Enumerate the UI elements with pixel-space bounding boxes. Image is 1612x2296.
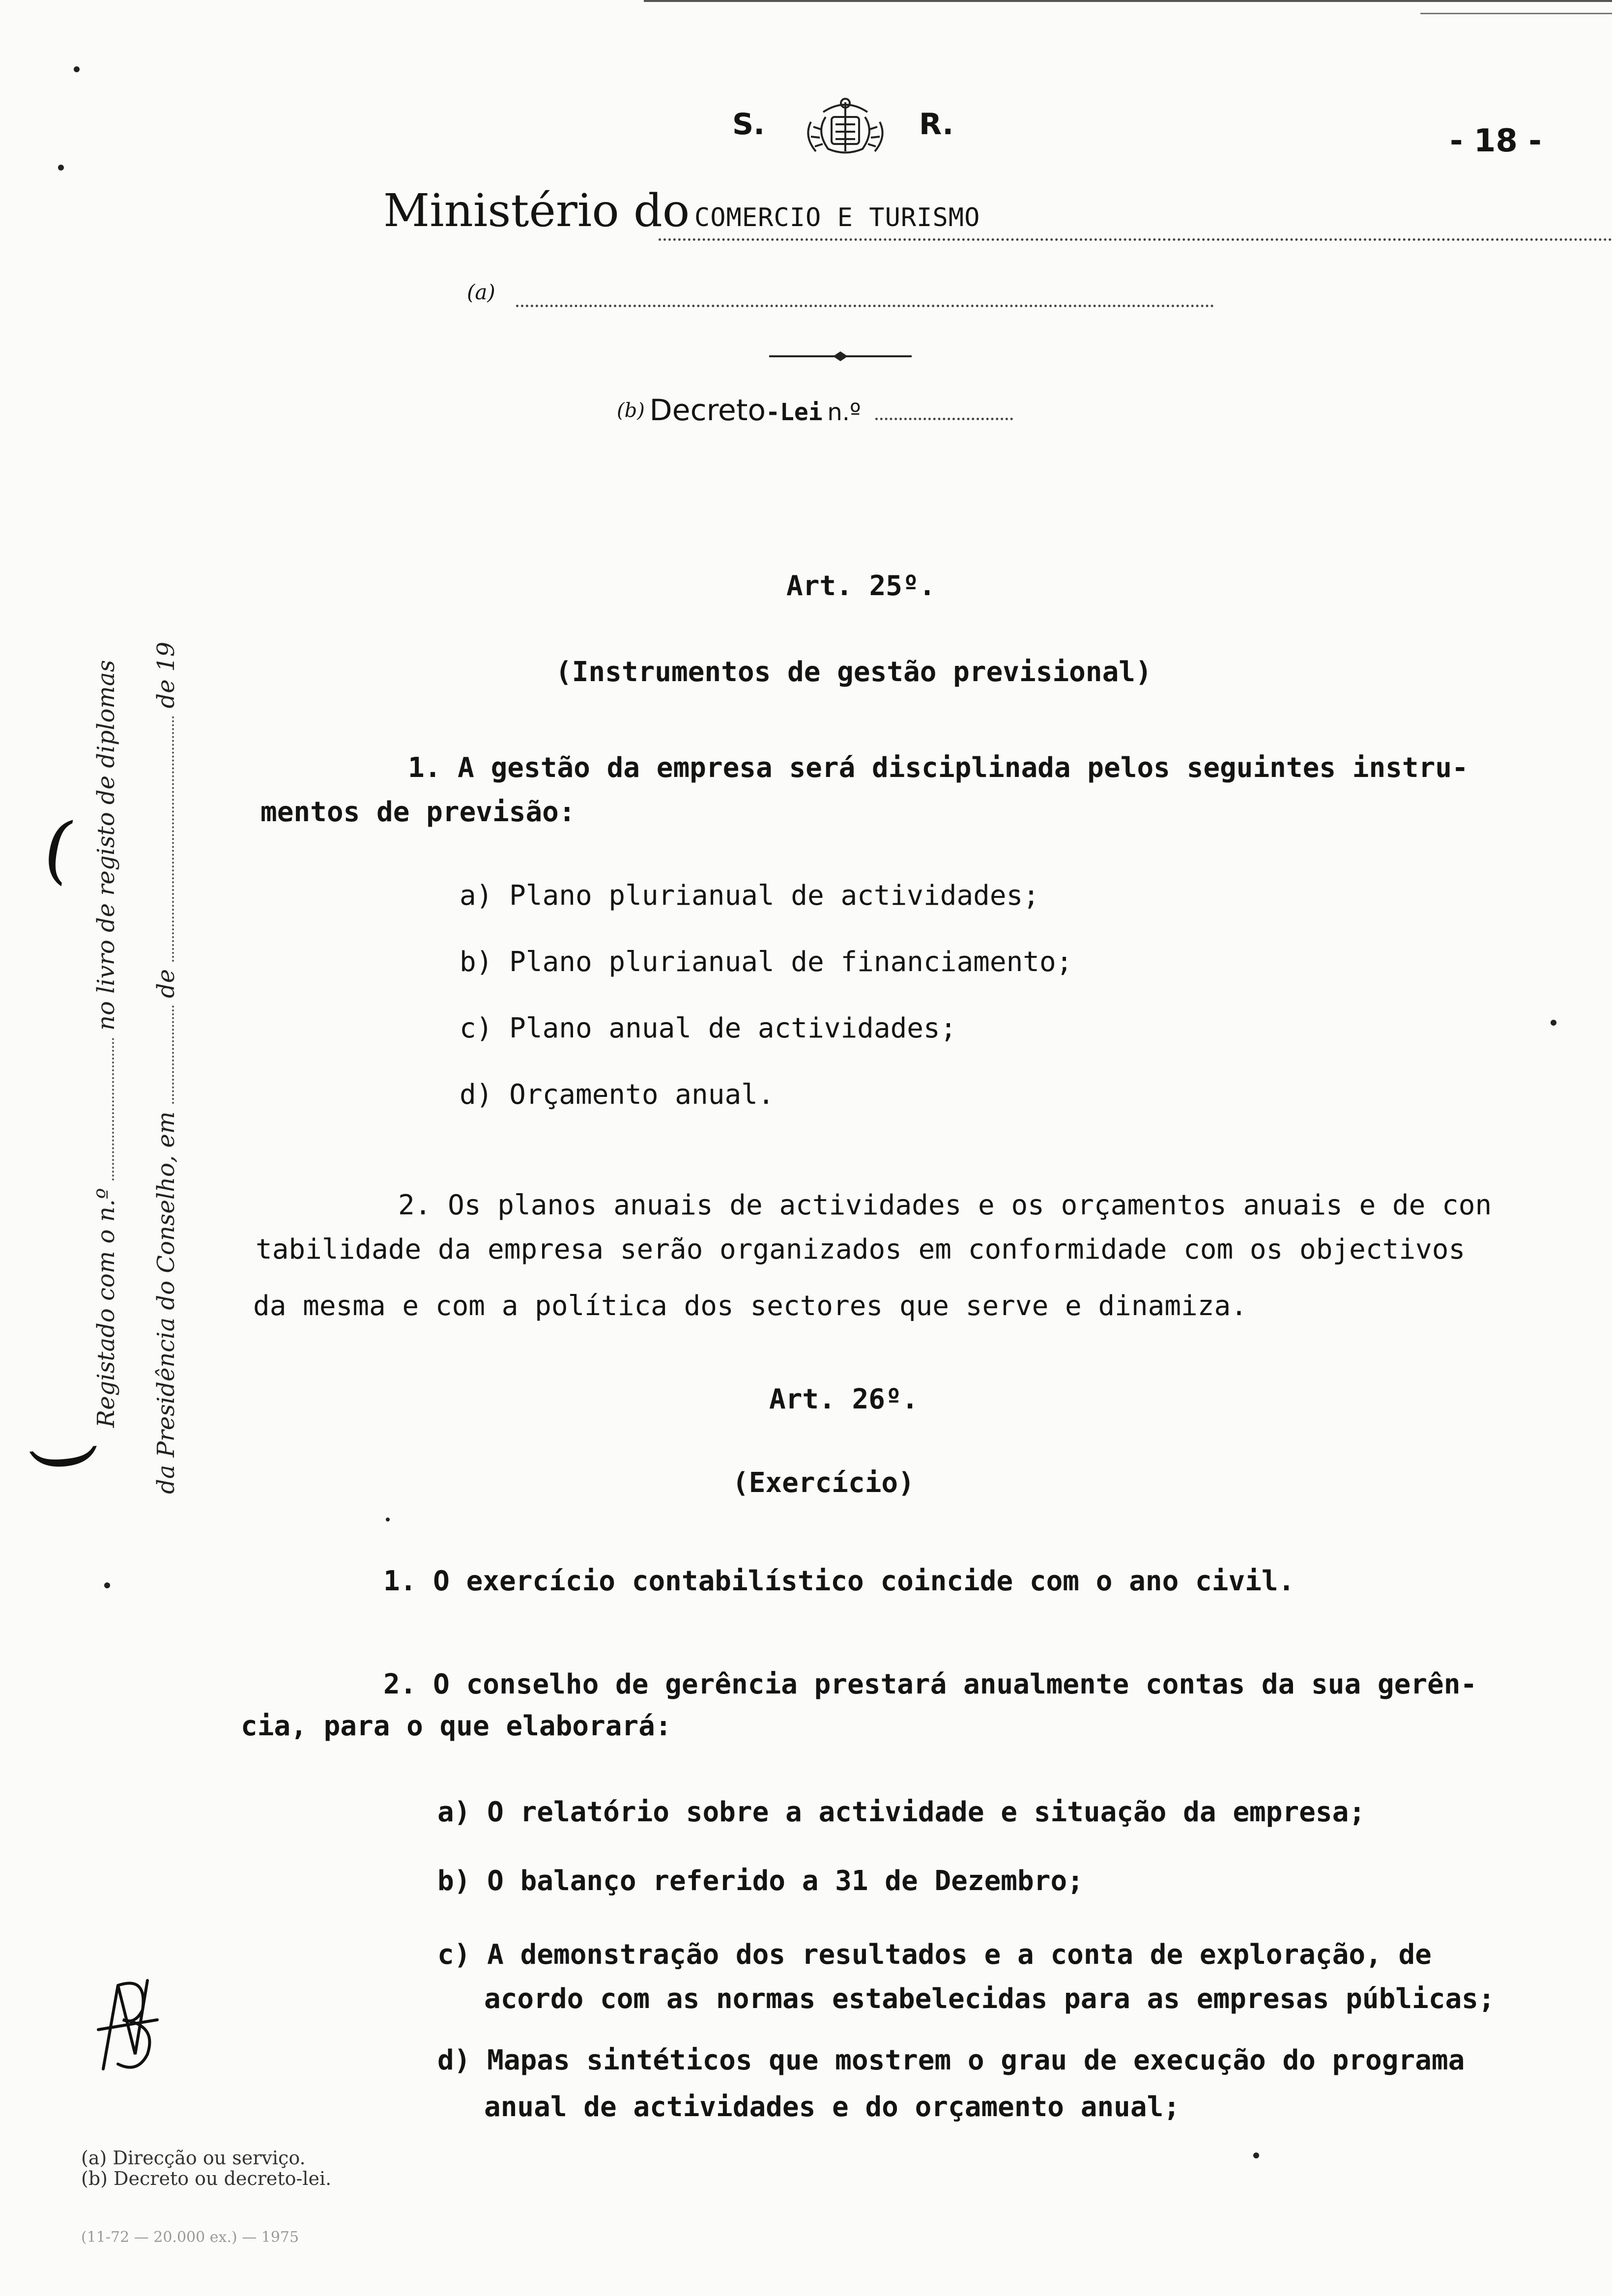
coat-of-arms-icon — [801, 92, 890, 161]
margin-registration-line1 — [92, 660, 120, 1428]
margin-de-label-1: de — [152, 969, 180, 999]
article-26-p2-line1: 2. O conselho de gerência prestará anualmente contas da sua gerên- — [383, 1668, 1477, 1700]
margin-number-dotted-line — [97, 1038, 114, 1180]
article-26-item-d-line2: anual de actividades e do orçamento anual; — [484, 2091, 1180, 2123]
article-26-item-c-line1: c) A demonstração dos resultados e a conta de exploração, de — [437, 1939, 1432, 1971]
article-25-p2-line3: da mesma e com a política dos sectores que serve e dinamiza. — [253, 1290, 1247, 1322]
margin-year-label: de 19 — [152, 641, 180, 709]
margin-bracket-bottom: ( — [17, 1440, 105, 1476]
article-26-p2-line2: cia, para o que elaborará: — [241, 1710, 672, 1742]
paper-speck — [1253, 2152, 1259, 2158]
margin-presidency-label: da Presidência do Conselho, em — [152, 1111, 180, 1494]
article-26-title: (Exercício) — [732, 1467, 915, 1499]
paper-speck — [58, 165, 64, 171]
article-26-item-c-line2: acordo com as normas estabelecidas para as empresas públicas; — [484, 1983, 1495, 2015]
article-26-item-b: b) O balanço referido a 31 de Dezembro; — [437, 1865, 1084, 1897]
footnotes — [81, 2148, 331, 2189]
decree-number-dotted-line — [875, 418, 1013, 420]
top-edge-rule — [644, 0, 1612, 2]
directorate-line — [467, 280, 495, 304]
paper-speck — [1551, 1020, 1556, 1026]
decree-suffix: -Lei — [766, 399, 823, 426]
decree-marker: (b) — [617, 399, 645, 422]
margin-bracket-top: ( — [37, 804, 81, 893]
margin-day-dotted-line — [157, 1005, 174, 1104]
decree-line — [617, 393, 1013, 428]
article-26-number: Art. 26º. — [769, 1383, 919, 1415]
ministry-label: Ministério do — [383, 184, 690, 237]
handwritten-initials-icon — [88, 1956, 167, 2084]
decree-number-label: n.º — [827, 399, 861, 426]
footnote-a: (a) Direcção ou serviço. — [81, 2147, 306, 2169]
printer-imprint: (11-72 — 20.000 ex.) — 1975 — [81, 2229, 299, 2246]
header-left-letter: S. — [732, 107, 765, 142]
article-26-item-d-line1: d) Mapas sintéticos que mostrem o grau de execução do programa — [437, 2044, 1465, 2076]
article-26-item-a: a) O relatório sobre a actividade e situação da empresa; — [437, 1796, 1366, 1828]
top-edge-rule-secondary — [1420, 13, 1612, 14]
margin-register-book-label: no livro de registo de diplomas — [92, 660, 120, 1031]
ministry-line — [383, 184, 980, 237]
article-25-p2-line1: 2. Os planos anuais de actividades e os orçamentos anuais e de con — [398, 1189, 1492, 1221]
decree-word: Decreto — [649, 393, 766, 428]
article-25-item-c: c) Plano anual de actividades; — [460, 1012, 957, 1044]
article-25-p1-line1: 1. A gestão da empresa será disciplinada pelos seguintes instru- — [408, 752, 1468, 784]
article-25-item-a: a) Plano plurianual de actividades; — [460, 880, 1040, 912]
article-25-p1-line2: mentos de previsão: — [260, 796, 576, 828]
margin-month-dotted-line — [157, 716, 174, 962]
header-right-letter: R. — [919, 107, 954, 142]
ministry-dotted-line — [659, 238, 1612, 241]
article-25-p2-line2: tabilidade da empresa serão organizados em conformidade com os objectivos — [256, 1234, 1466, 1265]
paper-speck — [104, 1582, 110, 1588]
ministry-name: COMERCIO E TURISMO — [694, 203, 980, 232]
article-25-number: Art. 25º. — [786, 570, 936, 602]
paper-speck — [74, 66, 80, 72]
footnote-b: (b) Decreto ou decreto-lei. — [81, 2168, 332, 2189]
directorate-dotted-line — [516, 305, 1214, 307]
page-number: - 18 - — [1450, 123, 1542, 159]
margin-registration-line2 — [152, 642, 180, 1494]
article-25-item-b: b) Plano plurianual de financiamento; — [460, 946, 1073, 978]
article-25-title: (Instrumentos de gestão previsional) — [555, 656, 1152, 688]
header-republic-mark — [732, 92, 968, 161]
directorate-label: (a) — [467, 280, 495, 304]
margin-registered-label: Registado com o n.º — [92, 1188, 120, 1428]
diamond-separator-icon — [769, 349, 912, 364]
article-26-p1: 1. O exercício contabilístico coincide com o ano civil. — [383, 1565, 1295, 1597]
paper-speck — [386, 1518, 390, 1521]
article-25-item-d: d) Orçamento anual. — [460, 1079, 775, 1111]
